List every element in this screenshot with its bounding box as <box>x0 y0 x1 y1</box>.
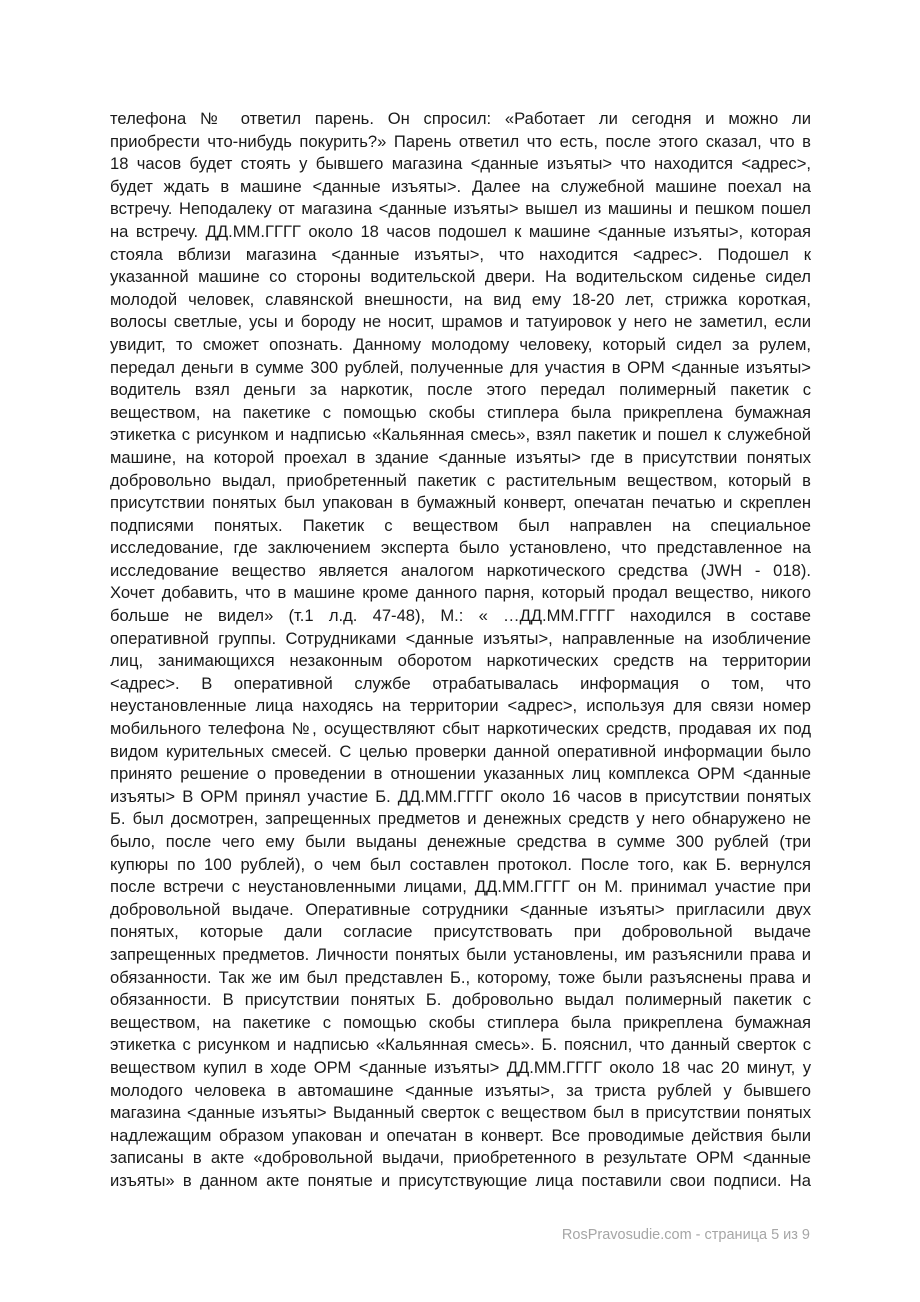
text-line: Хочет добавить, что в машине кроме данного парня, который продал вещество, никого <box>110 583 811 603</box>
text-line: подписями понятых. Пакетик с веществом был направлен на специальное <box>110 515 811 535</box>
text-line: купюры по 100 рублей), о чем был составлен протокол. После того, как Б. вернулся <box>110 854 811 874</box>
text-line: добровольно выдал, приобретенный пакетик с растительным веществом, который в <box>110 470 811 490</box>
page-footer: RosPravosudie.com - страница 5 из 9 <box>561 1227 810 1243</box>
text-line: будет ждать в машине <данные изъяты>. Далее на служебной машине поехал на <box>110 176 811 196</box>
text-line: неустановленные лица находясь на территории <адрес>, используя для связи номер <box>110 696 811 716</box>
text-line: этикетка с рисунком и надписью «Кальянная смесь», взял пакетик и пошел к служебной <box>110 425 811 445</box>
text-line: указанной машине со стороны водительской двери. На водительском сиденье сидел <box>110 267 811 287</box>
text-line: Б. был досмотрен, запрещенных предметов и денежных средств у него обнаружено не <box>110 809 811 829</box>
text-line: больше не видел» (т.1 л.д. 47-48), М.: « …ДД.ММ.ГГГГ находился в составе <box>110 606 811 626</box>
text-line: обязанности. Так же им был представлен Б., которому, тоже были разъяснены права и <box>110 967 811 987</box>
text-line: добровольной выдаче. Оперативные сотрудники <данные изъяты> пригласили двух <box>110 899 811 919</box>
text-line: мобильного телефона №, осуществляют сбыт наркотических средств, продавая их под <box>110 719 811 739</box>
text-line: передал деньги в сумме 300 рублей, полученные для участия в ОРМ <данные изъяты> <box>110 357 811 377</box>
text-line: запрещенных предметов. Личности понятых были установлены, им разъяснили права и <box>110 944 811 964</box>
text-line: присутствии понятых был упакован в бумажный конверт, опечатан печатью и скреплен <box>110 493 811 513</box>
text-line: веществом, на пакетике с помощью скобы стиплера была прикреплена бумажная <box>110 402 811 422</box>
text-line: видом курительных смесей. С целью проверки данной оперативной информации было <box>110 741 811 761</box>
text-line: 18 часов будет стоять у бывшего магазина <данные изъяты> что находится <адрес>, <box>110 154 811 174</box>
text-line: принято решение о проведении в отношении указанных лиц комплекса ОРМ <данные <box>110 764 811 784</box>
text-line: лиц, занимающихся незаконным оборотом наркотических средств на территории <box>110 651 811 671</box>
text-line: машине, на которой проехал в здание <данные изъяты> где в присутствии понятых <box>110 447 811 467</box>
text-line: молодой человек, славянской внешности, на вид ему 18-20 лет, стрижка короткая, <box>110 289 811 309</box>
text-line: стояла вблизи магазина <данные изъяты>, что находится <адрес>. Подошел к <box>110 244 811 264</box>
text-line: на встречу. ДД.ММ.ГГГГ около 18 часов подошел к машине <данные изъяты>, которая <box>110 221 811 241</box>
text-line: после встречи с неустановленными лицами, ДД.ММ.ГГГГ он М. принимал участие при <box>110 877 811 897</box>
text-line: исследование вещество является аналогом наркотического средства (JWH - 018). <box>110 560 811 580</box>
text-line: обязанности. В присутствии понятых Б. добровольно выдал полимерный пакетик с <box>110 990 811 1010</box>
text-line: встречу. Неподалеку от магазина <данные изъяты> вышел из машины и пешком пошел <box>110 199 811 219</box>
text-line: <адрес>. В оперативной службе отрабатывалась информация о том, что <box>110 673 811 693</box>
text-line: волосы светлые, усы и бороду не носит, шрамов и татуировок у него не заметил, если <box>110 312 811 332</box>
text-line: исследование, где заключением эксперта было установлено, что представленное на <box>110 538 811 558</box>
text-line: молодого человека в автомашине <данные изъяты>, за триста рублей у бывшего <box>110 1080 811 1100</box>
text-line: телефона № ответил парень. Он спросил: «Работает ли сегодня и можно ли <box>110 109 811 128</box>
text-line: надлежащим образом упакован и опечатан в конверт. Все проводимые действия были <box>110 1125 811 1145</box>
text-line: записаны в акте «добровольной выдачи, приобретенного в результате ОРМ <данные <box>110 1148 811 1168</box>
text-line: понятых, которые дали согласие присутствовать при добровольной выдаче <box>110 922 811 942</box>
text-line: этикетка с рисунком и надписью «Кальянная смесь». Б. пояснил, что данный сверток с <box>110 1035 811 1055</box>
text-line: веществом купил в ходе ОРМ <данные изъяты> ДД.ММ.ГГГГ около 18 час 20 минут, у <box>110 1057 811 1077</box>
text-line: было, после чего ему были выданы денежные средства в сумме 300 рублей (три <box>110 832 811 851</box>
text-line: магазина <данные изъяты> Выданный сверток с веществом был в присутствии понятых <box>110 1103 811 1123</box>
text-line: водитель взял деньги за наркотик, после этого передал полимерный пакетик с <box>110 380 811 400</box>
document-body <box>110 108 811 1193</box>
text-line: приобрести что-нибудь покурить?» Парень ответил что есть, после этого сказал, что в <box>110 131 811 151</box>
text-line: увидит, то сможет опознать. Данному молодому человеку, который сидел за рулем, <box>110 334 811 354</box>
text-line: изъяты» в данном акте понятые и присутствующие лица поставили свои подписи. На <box>110 1170 811 1190</box>
text-line: изъяты> В ОРМ принял участие Б. ДД.ММ.ГГГГ около 16 часов в присутствии понятых <box>110 786 811 806</box>
text-line: оперативной группы. Сотрудниками <данные изъяты>, направленные на изобличение <box>110 628 811 648</box>
text-line: веществом, на пакетике с помощью скобы стиплера была прикреплена бумажная <box>110 1012 811 1032</box>
